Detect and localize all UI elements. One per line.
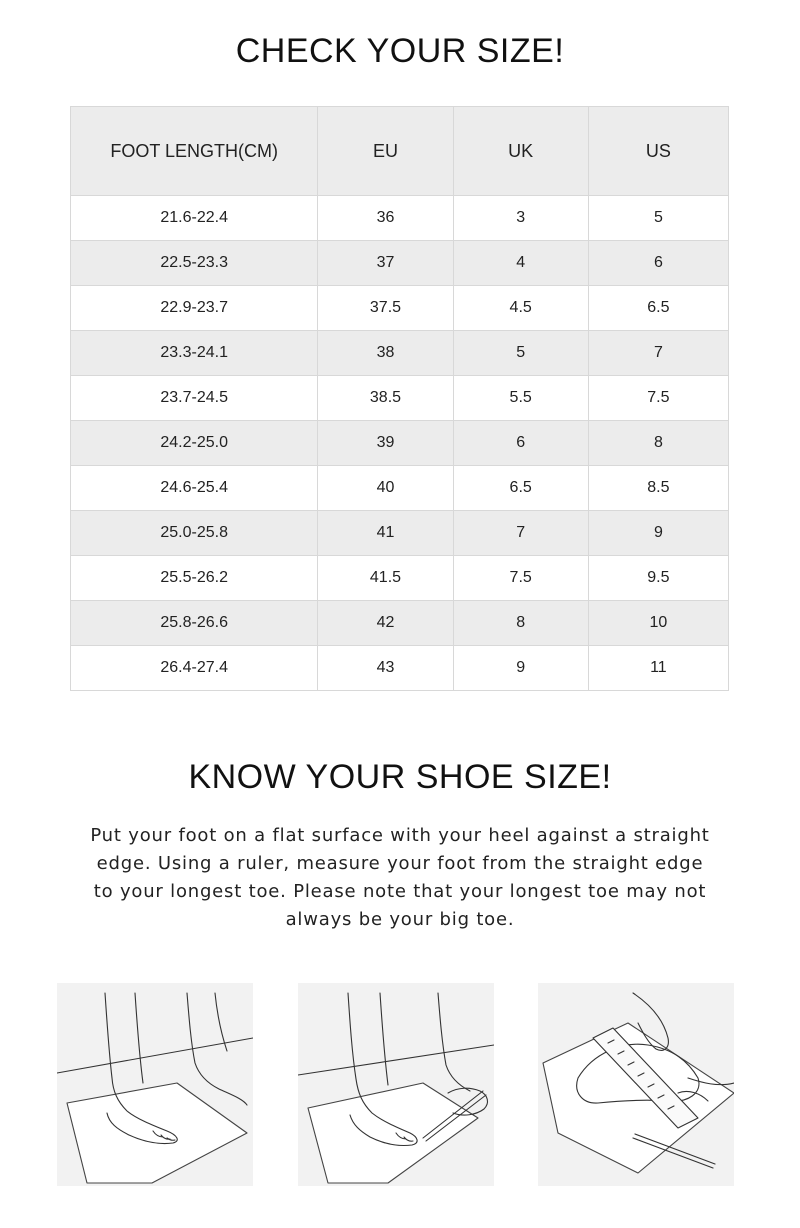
cell-foot-length: 23.7-24.5	[71, 376, 318, 421]
cell-uk: 7	[453, 511, 588, 556]
cell-eu: 37	[318, 241, 453, 286]
cell-foot-length: 26.4-27.4	[71, 646, 318, 691]
cell-uk: 4.5	[453, 286, 588, 331]
table-row	[71, 646, 729, 691]
cell-us: 6.5	[588, 286, 728, 331]
cell-uk: 4	[453, 241, 588, 286]
cell-eu: 42	[318, 601, 453, 646]
cell-foot-length: 25.0-25.8	[71, 511, 318, 556]
table-row	[71, 376, 729, 421]
cell-eu: 40	[318, 466, 453, 511]
cell-uk: 7.5	[453, 556, 588, 601]
cell-eu: 38	[318, 331, 453, 376]
cell-eu: 37.5	[318, 286, 453, 331]
measuring-with-ruler-icon	[538, 983, 734, 1186]
header-uk: UK	[453, 107, 588, 196]
table-row	[71, 241, 729, 286]
cell-us: 6	[588, 241, 728, 286]
feet-on-paper-icon	[57, 983, 253, 1186]
know-size-title: KNOW YOUR SHOE SIZE!	[188, 758, 612, 796]
table-header-row	[71, 107, 729, 196]
measuring-instructions: Put your foot on a flat surface with your heel against a straight edge. Using a ruler, measure your foot from the straight edge to your longest toe. Please note that your longest toe may not always be your big toe.	[90, 825, 710, 930]
table-row	[71, 601, 729, 646]
table-row	[71, 556, 729, 601]
cell-eu: 41.5	[318, 556, 453, 601]
cell-uk: 3	[453, 196, 588, 241]
table-row	[71, 466, 729, 511]
cell-foot-length: 25.5-26.2	[71, 556, 318, 601]
size-chart-table	[70, 106, 729, 691]
cell-us: 10	[588, 601, 728, 646]
cell-us: 8	[588, 421, 728, 466]
cell-uk: 8	[453, 601, 588, 646]
cell-us: 8.5	[588, 466, 728, 511]
cell-eu: 39	[318, 421, 453, 466]
cell-eu: 43	[318, 646, 453, 691]
marking-foot-length-icon	[298, 983, 494, 1186]
cell-foot-length: 21.6-22.4	[71, 196, 318, 241]
cell-foot-length: 23.3-24.1	[71, 331, 318, 376]
cell-eu: 38.5	[318, 376, 453, 421]
cell-foot-length: 22.9-23.7	[71, 286, 318, 331]
header-foot-length: FOOT LENGTH(CM)	[71, 107, 318, 196]
table-row	[71, 331, 729, 376]
cell-foot-length: 24.6-25.4	[71, 466, 318, 511]
cell-eu: 41	[318, 511, 453, 556]
cell-uk: 6	[453, 421, 588, 466]
cell-us: 7.5	[588, 376, 728, 421]
cell-uk: 5.5	[453, 376, 588, 421]
cell-eu: 36	[318, 196, 453, 241]
cell-foot-length: 24.2-25.0	[71, 421, 318, 466]
table-row	[71, 511, 729, 556]
cell-us: 7	[588, 331, 728, 376]
cell-foot-length: 25.8-26.6	[71, 601, 318, 646]
cell-us: 9.5	[588, 556, 728, 601]
cell-uk: 9	[453, 646, 588, 691]
cell-us: 5	[588, 196, 728, 241]
table-row	[71, 421, 729, 466]
cell-us: 11	[588, 646, 728, 691]
table-row	[71, 286, 729, 331]
check-size-title: CHECK YOUR SIZE!	[235, 32, 565, 70]
header-us: US	[588, 107, 728, 196]
header-eu: EU	[318, 107, 453, 196]
table-row	[71, 196, 729, 241]
cell-foot-length: 22.5-23.3	[71, 241, 318, 286]
cell-uk: 5	[453, 331, 588, 376]
cell-uk: 6.5	[453, 466, 588, 511]
cell-us: 9	[588, 511, 728, 556]
